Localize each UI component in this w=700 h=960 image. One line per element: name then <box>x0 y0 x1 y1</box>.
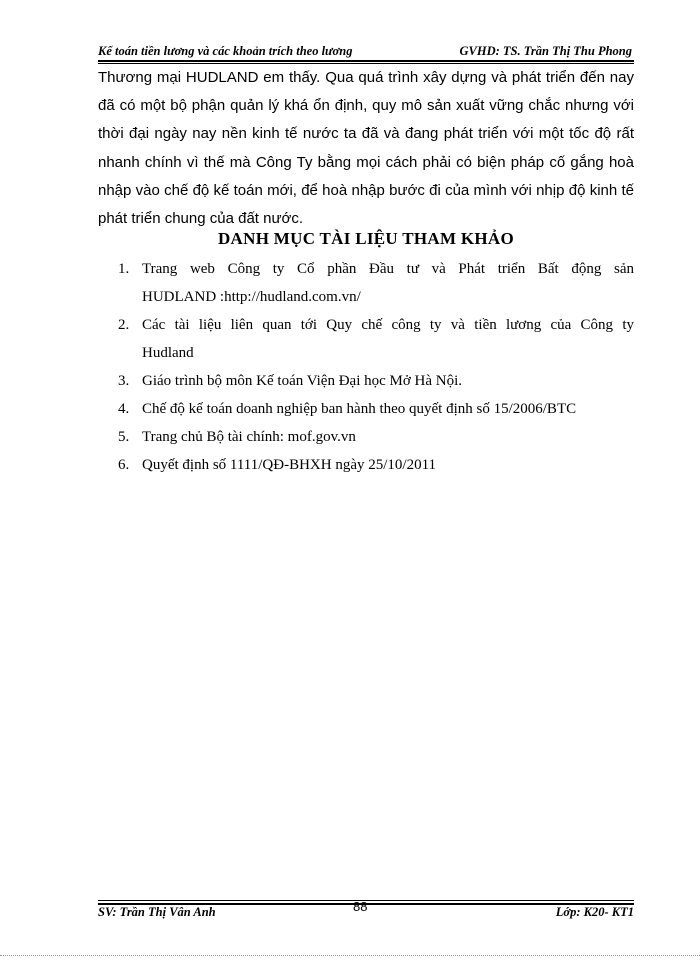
paragraph-line: đã có một bộ phận quản lý khá ổn định, quy mô sản xuất vững chắc nhưng với <box>98 97 634 115</box>
header-title: Kế toán tiền lương và các khoản trích theo lương <box>98 44 353 58</box>
references-title: DANH MỤC TÀI LIỆU THAM KHẢO <box>217 229 515 248</box>
reference-text: Trang chủ Bộ tài chính: mof.gov.vn <box>142 429 356 445</box>
reference-item <box>98 395 634 423</box>
reference-number: 5. <box>118 429 130 445</box>
reference-number: 6. <box>118 457 130 473</box>
paragraph-line: nhanh chính vì thế mà Công Ty bằng mọi cách phải có biện pháp cố gắng hoà <box>98 153 634 171</box>
reference-item <box>98 255 634 311</box>
reference-text: Chế độ kế toán doanh nghiệp ban hành theo quyết định số 15/2006/BTC <box>142 401 577 417</box>
header-supervisor: GVHD: TS. Trần Thị Thu Phong <box>459 44 632 58</box>
page-header <box>98 42 632 62</box>
body-paragraph <box>98 64 634 233</box>
paragraph-line: thời đại ngày nay nền kinh tế nước ta đã và đang phát triển với một tốc độ rất <box>98 125 634 143</box>
page-number: 88 <box>353 899 368 914</box>
reference-number: 2. <box>118 317 130 333</box>
reference-text: Quyết định số 1111/QĐ-BHXH ngày 25/10/2011 <box>142 457 437 473</box>
footer-class: Lớp: K20- KT1 <box>555 905 634 919</box>
paragraph-line: Thương mại HUDLAND em thấy. Qua quá trình xây dựng và phát triển đến nay <box>98 69 634 86</box>
reference-number: 1. <box>118 261 130 277</box>
reference-item <box>98 451 634 479</box>
reference-item <box>98 423 634 451</box>
references-list <box>98 255 634 479</box>
reference-text-cont: Hudland <box>142 345 194 361</box>
reference-text: Giáo trình bộ môn Kế toán Viện Đại học Mở Hà Nội. <box>142 373 463 389</box>
paragraph-line: nhập vào chế độ kế toán mới, để hoà nhập bước đi của mình với nhịp độ kinh tế <box>98 181 634 199</box>
reference-item <box>98 367 634 395</box>
reference-text: Trang web Công ty Cổ phần Đầu tư và Phát triển Bất động sản <box>142 261 634 277</box>
reference-item <box>98 311 634 367</box>
reference-number: 3. <box>118 373 130 389</box>
footer-student: SV: Trần Thị Vân Anh <box>98 905 216 919</box>
header-rule <box>98 60 634 62</box>
reference-number: 4. <box>118 401 130 417</box>
reference-text-cont: HUDLAND :http://hudland.com.vn/ <box>142 289 361 305</box>
paragraph-line: phát triển chung của đất nước. <box>98 210 304 228</box>
page-break-line <box>0 955 700 956</box>
reference-text: Các tài liệu liên quan tới Quy chế công ty và tiền lương của Công ty <box>142 317 634 333</box>
